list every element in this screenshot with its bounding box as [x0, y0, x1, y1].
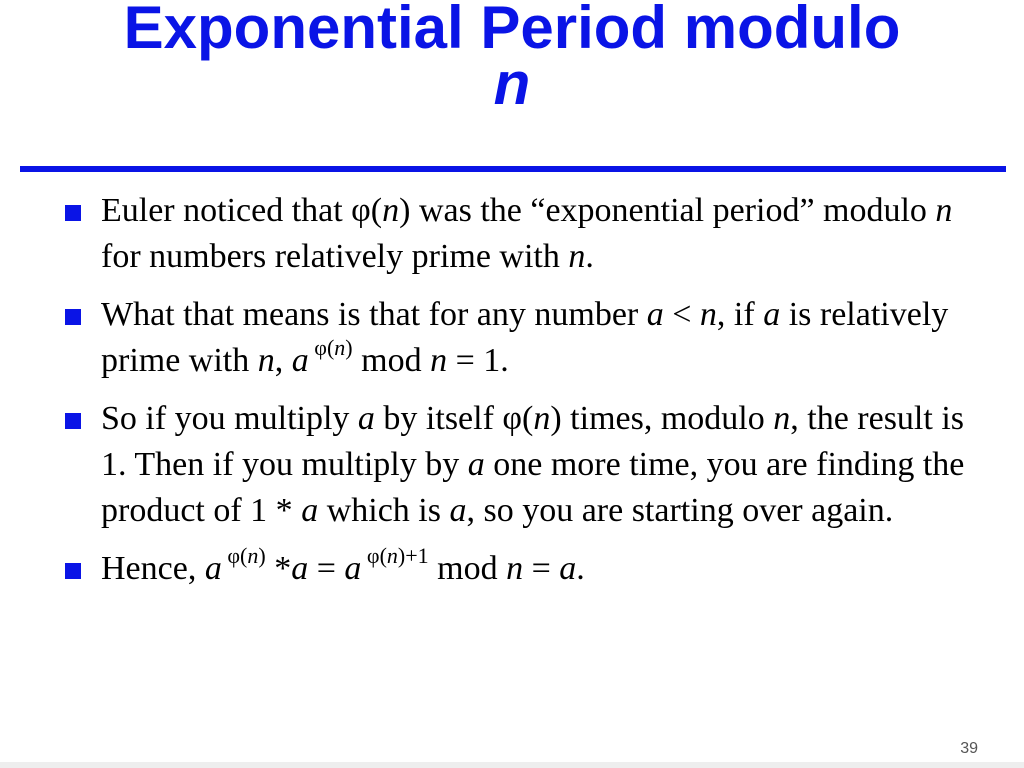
- slide-title-line2: n: [493, 50, 531, 117]
- title-divider: [20, 166, 1006, 172]
- variable-a: a: [357, 400, 375, 437]
- bullet-text: .: [585, 238, 594, 275]
- variable-n: n: [506, 550, 524, 587]
- bullet-text: which is: [318, 492, 450, 529]
- exponent-text: φ(: [366, 542, 387, 568]
- bullet-item-multiply: [64, 396, 984, 534]
- bullet-text: , so you are starting over again.: [466, 492, 894, 529]
- variable-a: a: [559, 550, 577, 587]
- slide-title-line1: Exponential Period modulo: [123, 0, 901, 61]
- variable-a: a: [291, 342, 309, 379]
- less-than-sign: <: [663, 296, 700, 333]
- bullet-text: is relatively prime with: [101, 296, 949, 379]
- bullet-text: , the result is 1. Then if you multiply by: [101, 400, 965, 483]
- exponent-phi-n-plus-1: [361, 543, 428, 568]
- variable-n: n: [533, 400, 551, 437]
- square-bullet-icon: [65, 309, 81, 325]
- bullet-item-hence: [64, 542, 984, 592]
- bullet-text: ) was the “exponential period” modulo: [399, 192, 936, 229]
- square-bullet-icon: [65, 563, 81, 579]
- variable-n: n: [568, 238, 586, 275]
- bullet-text: So if you multiply: [101, 400, 358, 437]
- bullet-text: one more time, you are finding the product of 1 *: [101, 446, 965, 529]
- variable-a: a: [291, 550, 309, 587]
- bullet-item-meaning: [64, 292, 984, 384]
- bullet-text: mod: [352, 342, 431, 379]
- variable-a: a: [449, 492, 467, 529]
- bullet-list: [64, 188, 984, 604]
- variable-a: a: [467, 446, 485, 483]
- variable-n: n: [773, 400, 791, 437]
- variable-a: a: [763, 296, 781, 333]
- bullet-text: mod: [428, 550, 507, 587]
- variable-n: n: [430, 342, 448, 379]
- bullet-text: What that means is that for any number: [101, 296, 647, 333]
- bullet-text: for numbers relatively prime with: [101, 238, 569, 275]
- variable-n: n: [386, 542, 398, 568]
- bottom-band: [0, 762, 1024, 768]
- variable-n: n: [382, 192, 400, 229]
- slide-title: [20, 0, 1004, 117]
- exponent-phi-n: [309, 335, 353, 360]
- exponent-text: φ(: [227, 542, 248, 568]
- bullet-text: = 1.: [447, 342, 509, 379]
- bullet-text: =: [523, 550, 560, 587]
- variable-n: n: [699, 296, 717, 333]
- variable-n: n: [247, 542, 259, 568]
- bullet-text: Euler noticed that φ(: [101, 192, 383, 229]
- bullet-item-euler: [64, 188, 984, 280]
- variable-a: a: [301, 492, 319, 529]
- exponent-text: ): [345, 334, 353, 360]
- variable-a: a: [344, 550, 362, 587]
- bullet-text: Hence,: [101, 550, 205, 587]
- variable-n: n: [935, 192, 953, 229]
- exponent-text: )+1: [397, 542, 429, 568]
- variable-a: a: [204, 550, 222, 587]
- bullet-text: by itself φ(: [374, 400, 534, 437]
- exponent-phi-n: [222, 543, 266, 568]
- variable-a: a: [646, 296, 664, 333]
- page-number: 39: [960, 740, 978, 757]
- bullet-text: *: [265, 550, 292, 587]
- bullet-text: ) times, modulo: [550, 400, 774, 437]
- exponent-text: ): [258, 542, 266, 568]
- exponent-text: φ(: [314, 334, 335, 360]
- square-bullet-icon: [65, 205, 81, 221]
- bullet-text: ,: [274, 342, 292, 379]
- bullet-text: , if: [716, 296, 764, 333]
- bullet-text: =: [308, 550, 345, 587]
- square-bullet-icon: [65, 413, 81, 429]
- bullet-text: .: [576, 550, 585, 587]
- variable-n: n: [334, 334, 346, 360]
- variable-n: n: [257, 342, 275, 379]
